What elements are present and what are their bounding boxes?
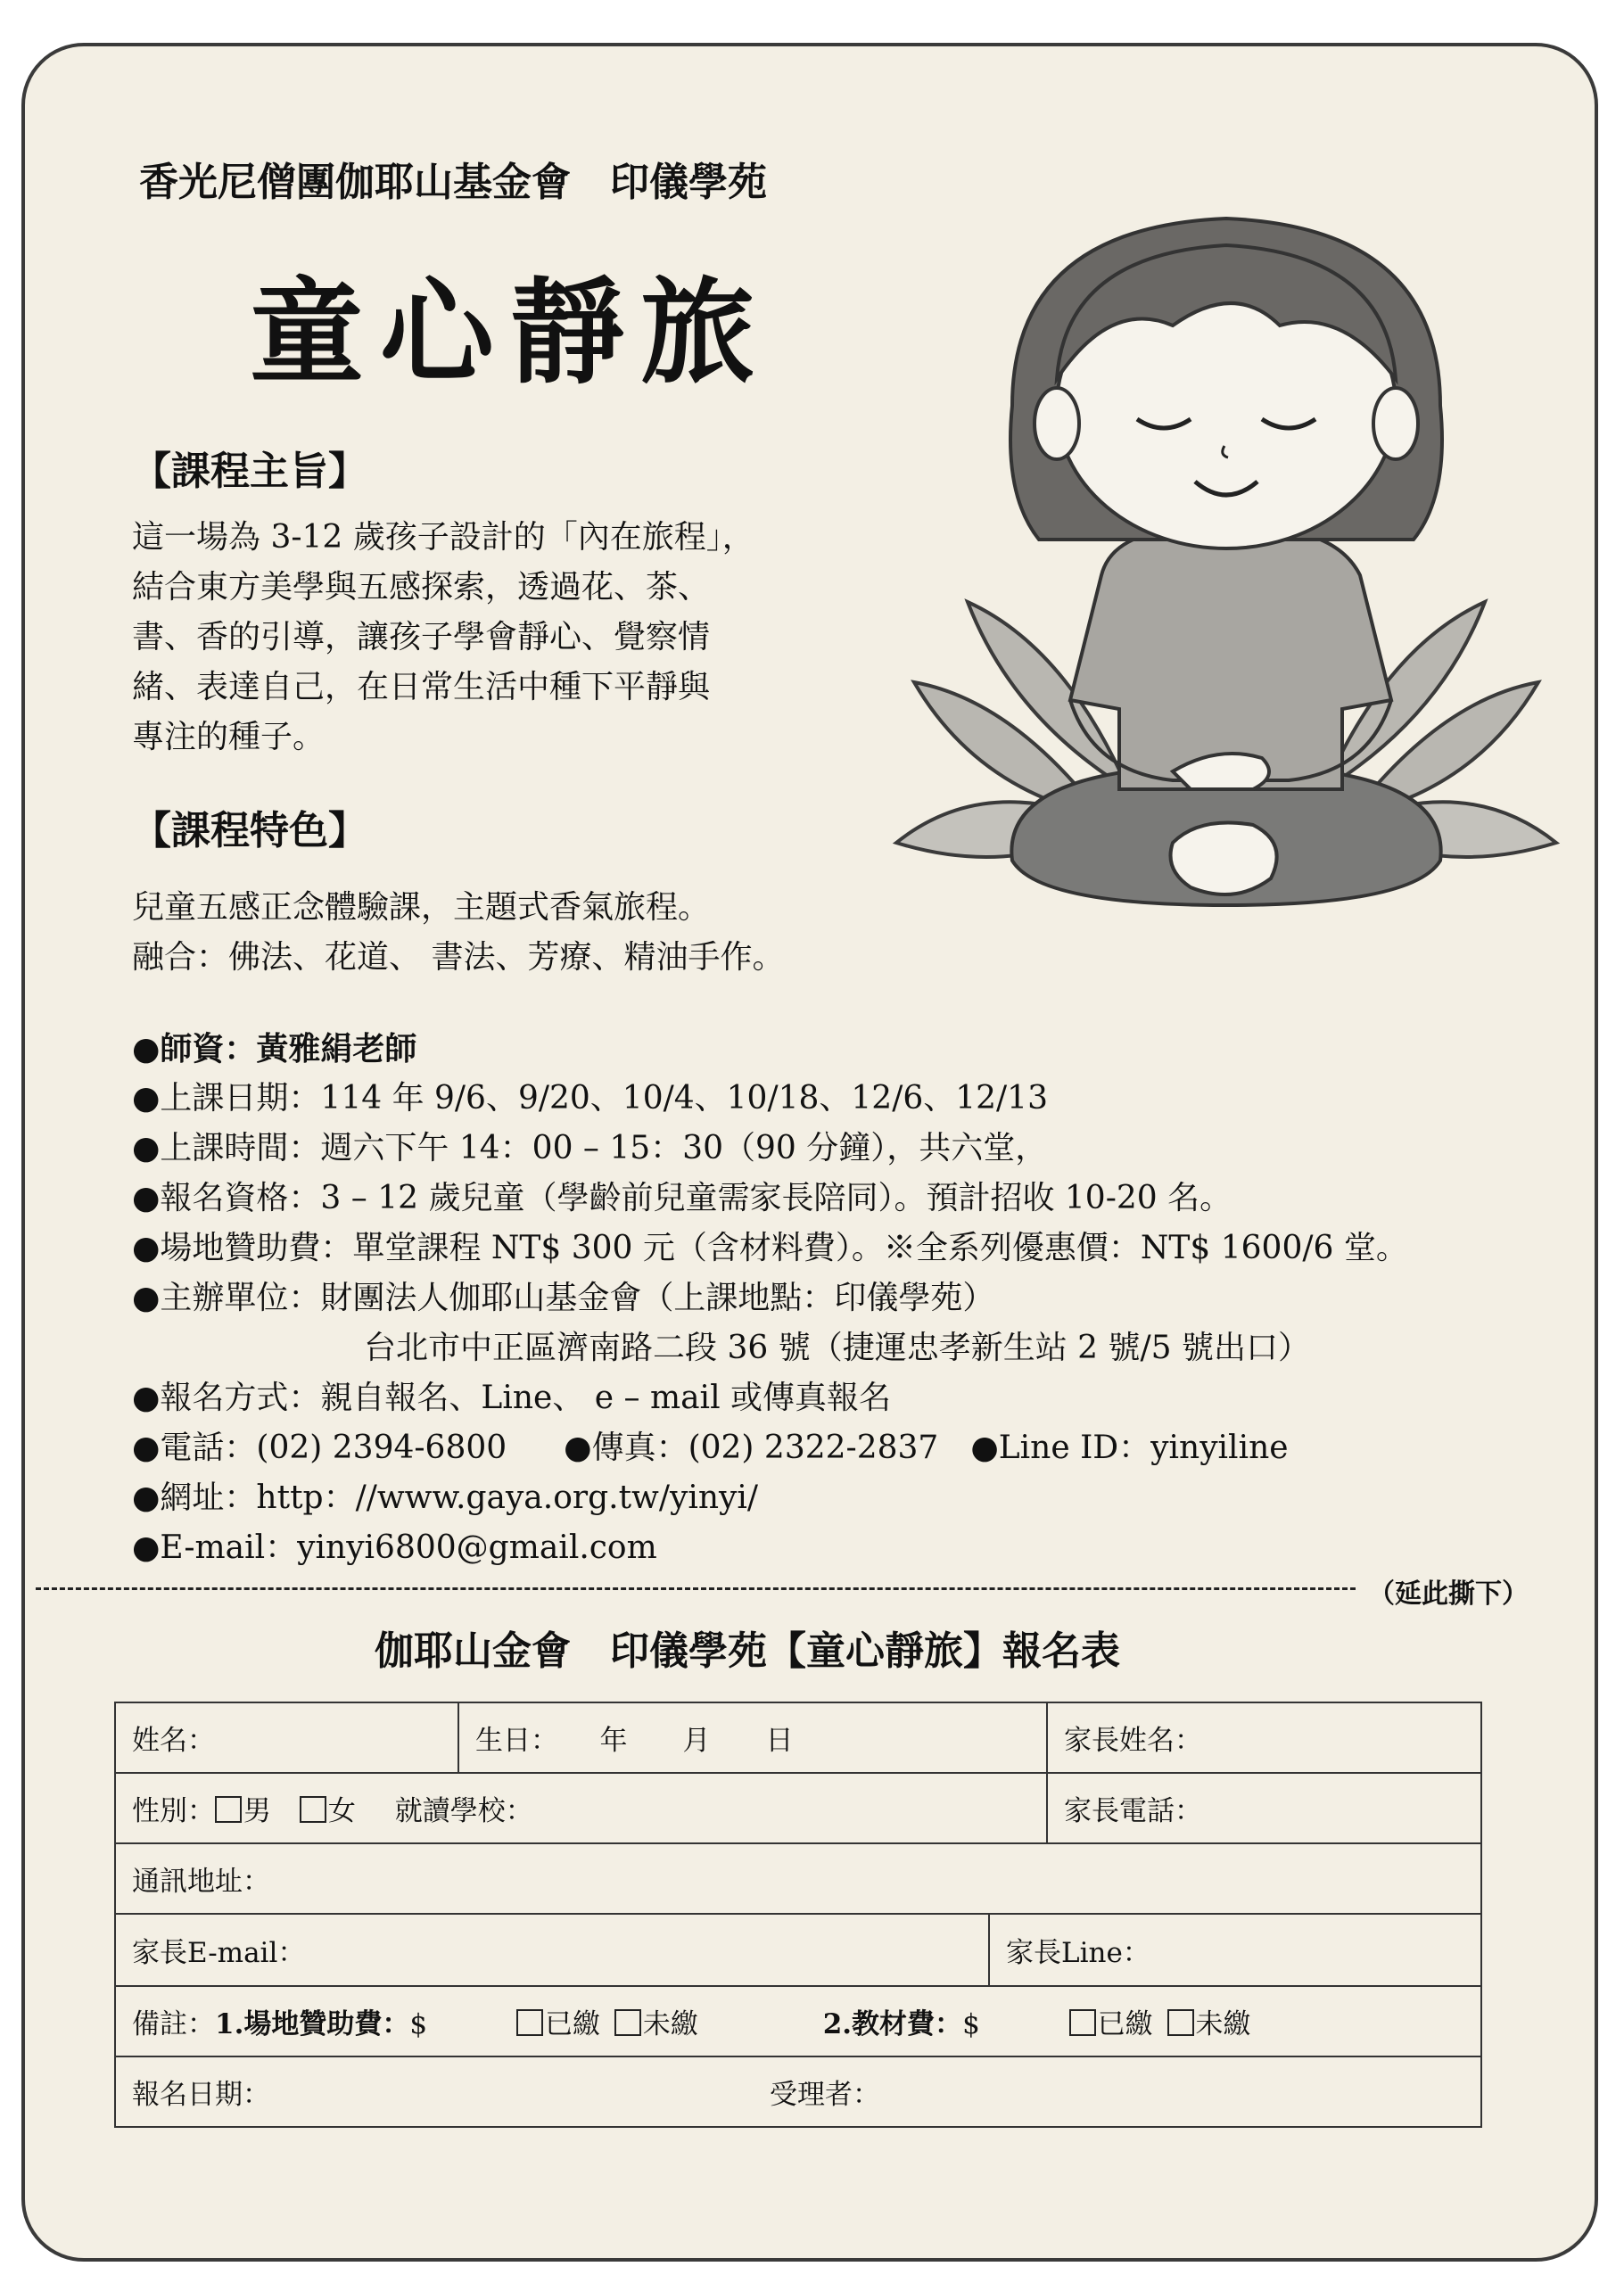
male-checkbox[interactable] xyxy=(215,1796,242,1823)
form-row xyxy=(115,1986,1481,2056)
note-label: 備註： xyxy=(132,2008,215,2040)
birthday-field[interactable]: 生日： 年 月 日 xyxy=(458,1702,1047,1773)
teacher-info: ●師資：黃雅絹老師 xyxy=(132,1030,417,1067)
organizer-info: ●主辦單位：財團法人伽耶山基金會（上課地點：印儀學苑） xyxy=(132,1280,995,1316)
fee-info: ●場地贊助費：單堂課程 NT$ 300 元（含材料費）。※全系列優惠價：NT$ 1600/6 堂。 xyxy=(132,1230,1408,1266)
purpose-line: 書、香的引導，讓孩子學會靜心、覺察情 xyxy=(132,619,711,655)
notes-field xyxy=(115,1986,1481,2056)
female-label: 女 xyxy=(327,1795,356,1827)
tear-line xyxy=(36,1587,1356,1590)
parent-line-field[interactable]: 家長Line： xyxy=(1006,1937,1150,1969)
material-fee-label: 2.教材費： xyxy=(822,2008,963,2040)
gender-label: 性別： xyxy=(132,1795,215,1827)
purpose-line: 緒、表達自己，在日常生活中種下平靜與 xyxy=(132,669,711,705)
purpose-line: 結合東方美學與五感探索，透過花、茶、 xyxy=(132,569,711,606)
parent-name-field[interactable]: 家長姓名： xyxy=(1047,1702,1481,1773)
unpaid-label: 未繳 xyxy=(1195,2008,1251,2040)
male-label: 男 xyxy=(243,1795,271,1827)
form-row xyxy=(115,1914,1481,1986)
eligibility-info: ●報名資格：3 – 12 歲兒童（學齡前兒童需家長陪同）。預計招收 10-20 名。 xyxy=(132,1180,1232,1216)
material-unpaid-checkbox[interactable] xyxy=(1167,2009,1194,2036)
registration-form xyxy=(114,1702,1482,2128)
course-info xyxy=(132,1024,1408,1573)
gender-school-field xyxy=(115,1773,1047,1843)
venue-unpaid-checkbox[interactable] xyxy=(614,2009,641,2036)
handler-field[interactable]: 受理者： xyxy=(770,2079,880,2111)
purpose-line: 這一場為 3-12 歲孩子設計的「內在旅程」， xyxy=(132,519,754,556)
form-title: 伽耶山金會 印儀學苑【童心靜旅】報名表 xyxy=(375,1628,1120,1674)
address-field[interactable]: 通訊地址： xyxy=(115,1843,1481,1914)
school-field[interactable]: 就讀學校： xyxy=(394,1795,533,1827)
email-link[interactable]: ●E-mail：yinyi6800@gmail.com xyxy=(132,1529,657,1566)
purpose-line: 專注的種子。 xyxy=(132,719,326,755)
venue-address: 台北市中正區濟南路二段 36 號（捷運忠孝新生站 2 號/5 號出口） xyxy=(364,1330,1310,1366)
parent-email-field[interactable]: 家長E-mail： xyxy=(116,1915,990,1985)
form-row xyxy=(115,2056,1481,2127)
purpose-paragraph xyxy=(132,513,845,762)
feature-line: 兒童五感正念體驗課，主題式香氣旅程。 xyxy=(132,889,711,926)
material-paid-checkbox[interactable] xyxy=(1069,2009,1096,2036)
material-fee-amount[interactable]: $ xyxy=(962,2008,980,2040)
venue-paid-checkbox[interactable] xyxy=(516,2009,543,2036)
fax-number: ●傳真：(02) 2322-2837 xyxy=(564,1430,939,1466)
registration-date-row xyxy=(115,2056,1481,2127)
features-heading: 【課程特色】 xyxy=(132,808,367,853)
meditating-child-illustration xyxy=(878,201,1574,941)
dates-info: ●上課日期：114 年 9/6、9/20、10/4、10/18、12/6、12/13 xyxy=(132,1080,1048,1117)
form-row xyxy=(115,1843,1481,1914)
purpose-heading: 【課程主旨】 xyxy=(132,449,367,494)
page-title: 童心靜旅 xyxy=(250,267,771,400)
paid-label: 已繳 xyxy=(544,2008,600,2040)
tear-label: （延此撕下） xyxy=(1368,1578,1529,1610)
unpaid-label: 未繳 xyxy=(642,2008,698,2040)
line-id: ●Line ID：yinyiline xyxy=(970,1430,1289,1466)
parent-phone-field[interactable]: 家長電話： xyxy=(1047,1773,1481,1843)
phone-number: ●電話：(02) 2394-6800 xyxy=(132,1430,507,1466)
registration-date-field[interactable]: 報名日期： xyxy=(132,2079,270,2111)
organization-name: 香光尼僧團伽耶山基金會 印儀學苑 xyxy=(139,160,767,205)
contact-row xyxy=(132,1423,1408,1473)
website-link[interactable]: ●網址：http：//www.gaya.org.tw/yinyi/ xyxy=(132,1479,759,1516)
venue-fee-amount[interactable]: $ xyxy=(409,2008,428,2040)
registration-method: ●報名方式：親自報名、Line、 e – mail 或傳真報名 xyxy=(132,1380,892,1416)
form-row xyxy=(115,1702,1481,1773)
female-checkbox[interactable] xyxy=(300,1796,326,1823)
form-row xyxy=(115,1773,1481,1843)
features-paragraph xyxy=(132,883,784,983)
venue-fee-label: 1.場地贊助費： xyxy=(215,2008,410,2040)
name-field[interactable]: 姓名： xyxy=(115,1702,458,1773)
feature-line: 融合：佛法、花道、 書法、芳療、精油手作。 xyxy=(132,939,785,976)
time-info: ●上課時間：週六下午 14：00 – 15：30（90 分鐘），共六堂， xyxy=(132,1130,1048,1166)
paid-label: 已繳 xyxy=(1097,2008,1153,2040)
